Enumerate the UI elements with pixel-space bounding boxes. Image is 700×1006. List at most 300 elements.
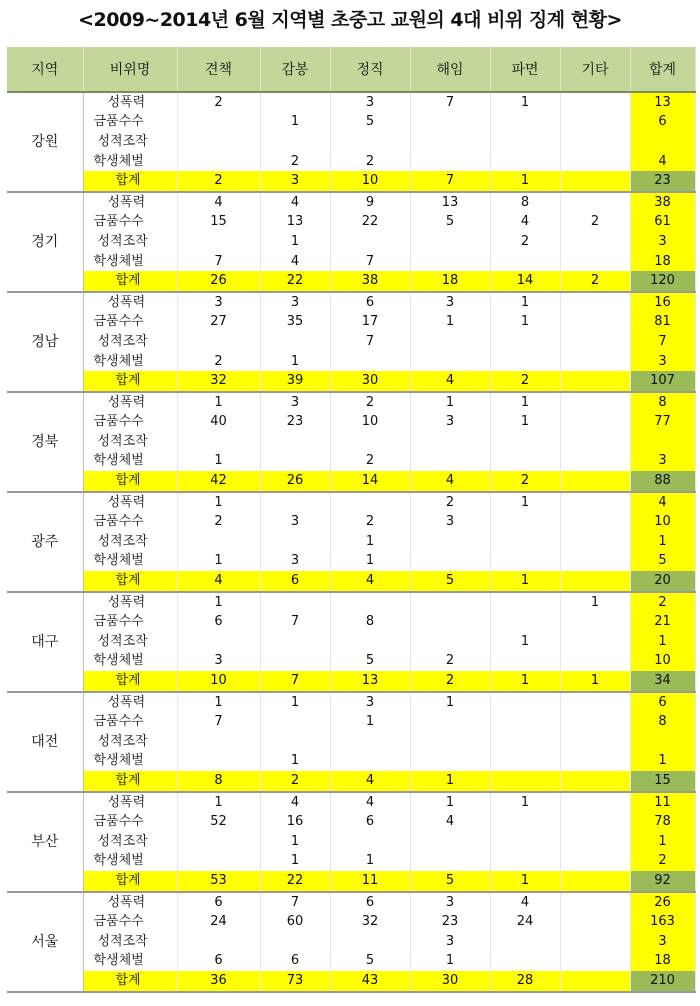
count-cell: 6	[330, 292, 410, 313]
count-cell	[177, 752, 260, 772]
violation-type-cell: 성폭력	[83, 592, 177, 613]
count-cell	[330, 832, 410, 852]
count-cell	[177, 152, 260, 172]
violation-type-cell: 금품수수	[83, 712, 177, 732]
count-cell: 16	[260, 812, 330, 832]
violation-type-cell: 합계	[83, 971, 177, 992]
violation-type-cell: 성적조작	[83, 532, 177, 552]
count-cell	[330, 732, 410, 752]
count-cell: 3	[410, 892, 490, 913]
count-cell	[560, 452, 630, 472]
count-cell	[490, 612, 560, 632]
count-cell: 3	[330, 692, 410, 713]
total-cell: 4	[630, 152, 695, 172]
count-cell: 14	[490, 271, 560, 292]
violation-type-cell: 성적조작	[83, 632, 177, 652]
count-cell: 22	[260, 871, 330, 892]
count-cell	[410, 852, 490, 872]
count-cell: 60	[260, 912, 330, 932]
subtotal-row	[7, 371, 695, 392]
table-row	[7, 592, 695, 613]
count-cell	[330, 752, 410, 772]
count-cell: 3	[260, 392, 330, 413]
count-cell: 4	[410, 471, 490, 492]
count-cell	[260, 652, 330, 672]
count-cell: 3	[260, 171, 330, 192]
count-cell: 18	[410, 271, 490, 292]
count-cell: 1	[177, 392, 260, 413]
count-cell	[560, 313, 630, 333]
count-cell: 4	[260, 252, 330, 272]
count-cell: 1	[177, 552, 260, 572]
count-cell: 1	[560, 671, 630, 692]
header-removal: 파면	[490, 47, 560, 92]
count-cell	[490, 332, 560, 352]
violation-type-cell: 금품수수	[83, 113, 177, 133]
count-cell	[410, 592, 490, 613]
count-cell: 1	[490, 313, 560, 333]
count-cell	[560, 971, 630, 992]
count-cell: 1	[177, 792, 260, 813]
count-cell: 7	[410, 92, 490, 113]
total-cell: 16	[630, 292, 695, 313]
count-cell: 10	[330, 413, 410, 433]
total-cell: 4	[630, 492, 695, 513]
count-cell	[560, 571, 630, 592]
count-cell: 6	[260, 952, 330, 972]
count-cell	[560, 371, 630, 392]
total-cell: 77	[630, 413, 695, 433]
header-total: 합계	[630, 47, 695, 92]
total-cell: 18	[630, 252, 695, 272]
count-cell: 1	[260, 232, 330, 252]
count-cell	[490, 771, 560, 792]
count-cell	[410, 632, 490, 652]
table-row	[7, 752, 695, 772]
count-cell	[177, 732, 260, 752]
count-cell	[560, 632, 630, 652]
count-cell: 2	[410, 671, 490, 692]
count-cell	[560, 871, 630, 892]
header-dismissal: 해임	[410, 47, 490, 92]
count-cell: 1	[260, 352, 330, 372]
table-row	[7, 732, 695, 752]
count-cell: 3	[260, 552, 330, 572]
count-cell: 6	[330, 812, 410, 832]
total-cell: 3	[630, 452, 695, 472]
table-row	[7, 812, 695, 832]
count-cell: 2	[410, 652, 490, 672]
violation-type-cell: 합계	[83, 571, 177, 592]
count-cell	[410, 732, 490, 752]
count-cell	[560, 852, 630, 872]
count-cell	[410, 113, 490, 133]
count-cell: 1	[410, 952, 490, 972]
count-cell	[260, 532, 330, 552]
total-cell: 26	[630, 892, 695, 913]
table-row	[7, 632, 695, 652]
header-row	[7, 47, 695, 92]
count-cell	[560, 432, 630, 452]
count-cell: 36	[177, 971, 260, 992]
count-cell	[490, 832, 560, 852]
count-cell	[560, 532, 630, 552]
count-cell	[490, 152, 560, 172]
count-cell: 4	[330, 771, 410, 792]
total-cell: 163	[630, 912, 695, 932]
count-cell: 1	[490, 413, 560, 433]
table-row	[7, 252, 695, 272]
count-cell: 4	[260, 192, 330, 213]
table-row	[7, 352, 695, 372]
count-cell	[560, 413, 630, 433]
count-cell: 2	[490, 232, 560, 252]
count-cell: 2	[330, 152, 410, 172]
violation-type-cell: 학생체벌	[83, 952, 177, 972]
table-row	[7, 192, 695, 213]
violation-type-cell: 성폭력	[83, 92, 177, 113]
count-cell: 7	[330, 252, 410, 272]
count-cell: 2	[177, 352, 260, 372]
count-cell	[490, 952, 560, 972]
count-cell: 2	[560, 213, 630, 233]
count-cell: 4	[177, 192, 260, 213]
count-cell	[177, 332, 260, 352]
total-cell: 5	[630, 552, 695, 572]
table-row	[7, 892, 695, 913]
count-cell: 1	[177, 452, 260, 472]
count-cell: 6	[177, 612, 260, 632]
count-cell	[410, 432, 490, 452]
total-cell	[630, 432, 695, 452]
violation-type-cell: 합계	[83, 371, 177, 392]
total-cell: 210	[630, 971, 695, 992]
count-cell: 1	[260, 832, 330, 852]
subtotal-row	[7, 471, 695, 492]
count-cell: 7	[177, 252, 260, 272]
count-cell	[490, 532, 560, 552]
violation-type-cell: 성폭력	[83, 892, 177, 913]
count-cell: 1	[410, 392, 490, 413]
subtotal-row	[7, 271, 695, 292]
count-cell: 2	[177, 512, 260, 532]
violation-type-cell: 성폭력	[83, 492, 177, 513]
count-cell: 7	[410, 171, 490, 192]
total-cell: 21	[630, 612, 695, 632]
region-cell: 광주	[7, 492, 83, 592]
count-cell	[560, 292, 630, 313]
count-cell	[490, 712, 560, 732]
count-cell	[260, 492, 330, 513]
violation-type-cell: 학생체벌	[83, 352, 177, 372]
table-row	[7, 792, 695, 813]
violation-type-cell: 금품수수	[83, 812, 177, 832]
count-cell	[560, 612, 630, 632]
violation-type-cell: 성폭력	[83, 692, 177, 713]
violation-type-cell: 성적조작	[83, 732, 177, 752]
total-cell: 1	[630, 752, 695, 772]
count-cell: 1	[410, 792, 490, 813]
count-cell	[490, 252, 560, 272]
total-cell: 78	[630, 812, 695, 832]
count-cell: 5	[410, 871, 490, 892]
count-cell	[490, 432, 560, 452]
count-cell: 1	[330, 552, 410, 572]
table-row	[7, 852, 695, 872]
count-cell: 38	[330, 271, 410, 292]
total-cell: 107	[630, 371, 695, 392]
count-cell	[177, 232, 260, 252]
count-cell	[410, 452, 490, 472]
count-cell: 7	[260, 892, 330, 913]
violation-type-cell: 금품수수	[83, 912, 177, 932]
total-cell: 10	[630, 512, 695, 532]
header-suspension: 정직	[330, 47, 410, 92]
violation-type-cell: 학생체벌	[83, 252, 177, 272]
count-cell: 2	[330, 512, 410, 532]
count-cell: 6	[260, 571, 330, 592]
count-cell	[490, 652, 560, 672]
count-cell	[560, 552, 630, 572]
violation-type-cell: 학생체벌	[83, 752, 177, 772]
table-row	[7, 532, 695, 552]
count-cell	[260, 632, 330, 652]
count-cell	[490, 132, 560, 152]
count-cell: 13	[260, 213, 330, 233]
total-cell: 20	[630, 571, 695, 592]
total-cell: 10	[630, 652, 695, 672]
table-row	[7, 912, 695, 932]
count-cell: 43	[330, 971, 410, 992]
count-cell	[177, 632, 260, 652]
count-cell: 2	[490, 371, 560, 392]
subtotal-row	[7, 671, 695, 692]
subtotal-row	[7, 571, 695, 592]
total-cell: 2	[630, 852, 695, 872]
count-cell: 8	[330, 612, 410, 632]
count-cell: 14	[330, 471, 410, 492]
count-cell	[410, 252, 490, 272]
count-cell	[410, 752, 490, 772]
count-cell: 2	[177, 171, 260, 192]
violation-type-cell: 합계	[83, 271, 177, 292]
table-row	[7, 292, 695, 313]
count-cell: 5	[330, 652, 410, 672]
count-cell: 4	[410, 371, 490, 392]
violation-type-cell: 금품수수	[83, 612, 177, 632]
count-cell: 35	[260, 313, 330, 333]
count-cell: 1	[490, 392, 560, 413]
violation-type-cell: 합계	[83, 871, 177, 892]
table-row	[7, 652, 695, 672]
count-cell: 3	[410, 292, 490, 313]
table-row	[7, 392, 695, 413]
count-cell	[560, 752, 630, 772]
total-cell: 13	[630, 92, 695, 113]
count-cell: 10	[330, 171, 410, 192]
count-cell: 1	[490, 671, 560, 692]
violation-type-cell: 합계	[83, 671, 177, 692]
violation-type-cell: 합계	[83, 471, 177, 492]
count-cell	[560, 252, 630, 272]
count-cell: 3	[177, 652, 260, 672]
count-cell: 9	[330, 192, 410, 213]
total-cell: 15	[630, 771, 695, 792]
count-cell: 1	[260, 852, 330, 872]
count-cell	[260, 432, 330, 452]
violation-type-cell: 성폭력	[83, 392, 177, 413]
total-cell: 92	[630, 871, 695, 892]
table-row	[7, 492, 695, 513]
count-cell: 5	[410, 213, 490, 233]
total-cell: 88	[630, 471, 695, 492]
count-cell: 5	[330, 113, 410, 133]
violation-type-cell: 성적조작	[83, 132, 177, 152]
count-cell: 3	[260, 512, 330, 532]
table-row	[7, 413, 695, 433]
count-cell	[560, 492, 630, 513]
header-other: 기타	[560, 47, 630, 92]
count-cell: 1	[490, 171, 560, 192]
count-cell: 1	[410, 313, 490, 333]
count-cell: 5	[330, 952, 410, 972]
discipline-table	[7, 47, 696, 993]
violation-type-cell: 성폭력	[83, 192, 177, 213]
count-cell	[260, 932, 330, 952]
count-cell: 2	[260, 771, 330, 792]
table-row	[7, 92, 695, 113]
table-row	[7, 432, 695, 452]
count-cell: 1	[490, 871, 560, 892]
count-cell: 1	[260, 752, 330, 772]
table-row	[7, 332, 695, 352]
count-cell: 2	[330, 452, 410, 472]
subtotal-row	[7, 971, 695, 992]
count-cell	[490, 852, 560, 872]
count-cell: 7	[177, 712, 260, 732]
count-cell	[560, 732, 630, 752]
count-cell: 1	[410, 692, 490, 713]
total-cell: 8	[630, 392, 695, 413]
count-cell: 1	[490, 292, 560, 313]
count-cell	[560, 771, 630, 792]
violation-type-cell: 금품수수	[83, 413, 177, 433]
count-cell	[560, 512, 630, 532]
count-cell: 1	[490, 792, 560, 813]
count-cell: 26	[177, 271, 260, 292]
count-cell: 1	[560, 592, 630, 613]
count-cell	[260, 712, 330, 732]
count-cell	[560, 712, 630, 732]
count-cell: 1	[490, 492, 560, 513]
count-cell: 27	[177, 313, 260, 333]
count-cell	[560, 471, 630, 492]
count-cell: 11	[330, 871, 410, 892]
table-row	[7, 692, 695, 713]
count-cell: 22	[260, 271, 330, 292]
count-cell: 52	[177, 812, 260, 832]
count-cell: 3	[260, 292, 330, 313]
header-pay-cut: 감봉	[260, 47, 330, 92]
count-cell: 13	[330, 671, 410, 692]
count-cell: 3	[410, 932, 490, 952]
count-cell	[560, 132, 630, 152]
count-cell: 5	[410, 571, 490, 592]
total-cell: 6	[630, 692, 695, 713]
count-cell: 6	[177, 892, 260, 913]
count-cell: 1	[330, 532, 410, 552]
region-cell: 대구	[7, 592, 83, 692]
count-cell: 28	[490, 971, 560, 992]
violation-type-cell: 성폭력	[83, 292, 177, 313]
count-cell: 42	[177, 471, 260, 492]
count-cell	[260, 452, 330, 472]
count-cell	[490, 452, 560, 472]
count-cell: 8	[490, 192, 560, 213]
count-cell	[560, 152, 630, 172]
count-cell	[560, 912, 630, 932]
count-cell	[330, 932, 410, 952]
count-cell	[177, 932, 260, 952]
count-cell: 32	[330, 912, 410, 932]
count-cell	[330, 132, 410, 152]
region-cell: 서울	[7, 892, 83, 992]
count-cell	[410, 612, 490, 632]
count-cell: 26	[260, 471, 330, 492]
count-cell	[560, 652, 630, 672]
violation-type-cell: 학생체벌	[83, 152, 177, 172]
count-cell: 40	[177, 413, 260, 433]
table-row	[7, 152, 695, 172]
count-cell	[330, 632, 410, 652]
count-cell: 2	[410, 492, 490, 513]
count-cell	[260, 332, 330, 352]
total-cell: 3	[630, 932, 695, 952]
count-cell: 30	[330, 371, 410, 392]
violation-type-cell: 학생체벌	[83, 652, 177, 672]
table-row	[7, 952, 695, 972]
total-cell: 3	[630, 352, 695, 372]
count-cell	[490, 932, 560, 952]
page-title: <2009~2014년 6월 지역별 초중고 교원의 4대 비위 징계 현황>	[78, 9, 622, 31]
count-cell: 73	[260, 971, 330, 992]
count-cell: 4	[490, 213, 560, 233]
violation-type-cell: 성적조작	[83, 232, 177, 252]
total-cell: 1	[630, 632, 695, 652]
count-cell: 2	[330, 392, 410, 413]
total-cell: 1	[630, 532, 695, 552]
count-cell	[560, 332, 630, 352]
total-cell: 8	[630, 712, 695, 732]
count-cell	[560, 792, 630, 813]
table-row	[7, 132, 695, 152]
header-region: 지역	[7, 47, 83, 92]
count-cell: 1	[177, 492, 260, 513]
subtotal-row	[7, 771, 695, 792]
total-cell: 18	[630, 952, 695, 972]
violation-type-cell: 금품수수	[83, 213, 177, 233]
count-cell	[330, 492, 410, 513]
count-cell: 1	[410, 771, 490, 792]
table-row	[7, 452, 695, 472]
count-cell	[490, 592, 560, 613]
count-cell: 6	[177, 952, 260, 972]
count-cell	[330, 232, 410, 252]
count-cell: 6	[330, 892, 410, 913]
count-cell	[177, 132, 260, 152]
table-row	[7, 512, 695, 532]
violation-type-cell: 금품수수	[83, 313, 177, 333]
